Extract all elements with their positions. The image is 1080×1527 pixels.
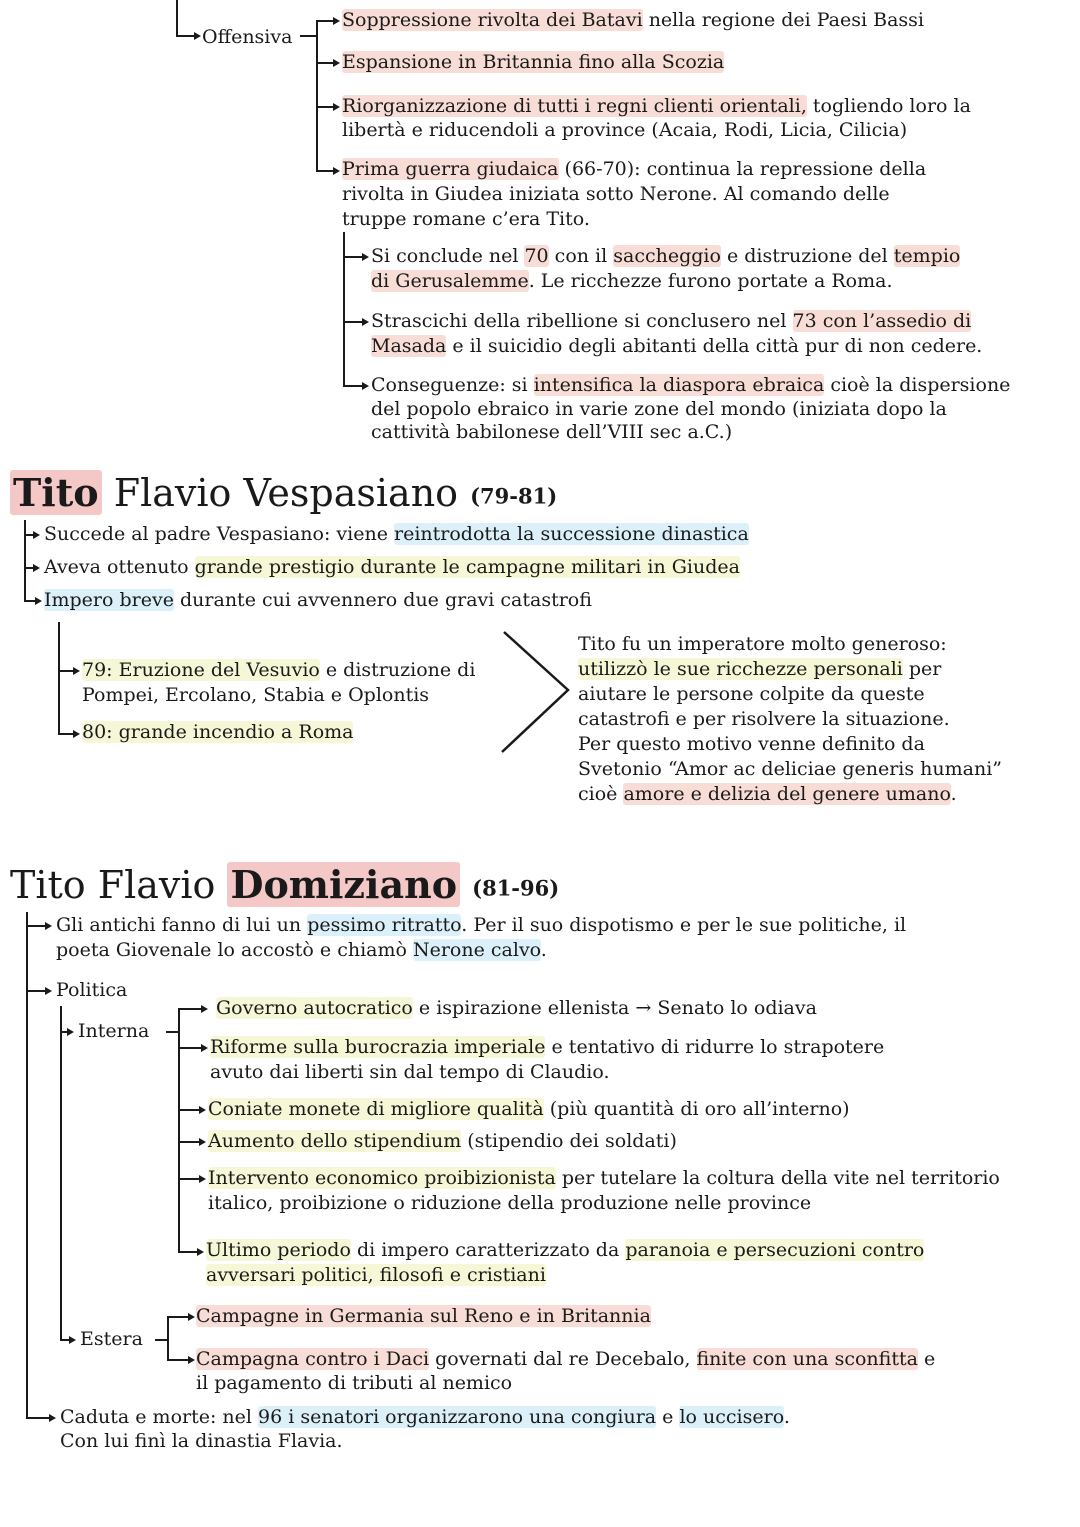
guerra-sub-2: Strascichi della ribellione si conclusero nel 73 con l’assedio di xyxy=(371,310,972,332)
domiziano-intro: Gli antichi fanno di lui un pessimo ritratto. Per il suo dispotismo e per le sue politiche, il xyxy=(56,914,907,936)
guerra-sub-2-l2: Masada e il suicidio degli abitanti della città pur di non cedere. xyxy=(371,335,983,357)
interna-item-4: Aumento dello stipendium (stipendio dei soldati) xyxy=(208,1130,677,1152)
guerra-sub-3: Conseguenze: si intensifica la diaspora ebraica cioè la dispersione xyxy=(371,374,1011,396)
offensiva-item-guerra-l2: rivolta in Giudea iniziata sotto Nerone. Al comando delle xyxy=(342,183,890,205)
tito-title: Tito Flavio Vespasiano (79-81) xyxy=(10,470,557,520)
estera-label: Estera xyxy=(80,1328,143,1350)
tito-right-l1: Tito fu un imperatore molto generoso: xyxy=(578,633,947,655)
estera-item-1: Campagne in Germania sul Reno e in Britannia xyxy=(196,1305,651,1327)
tito-catastrofe-1: 79: Eruzione del Vesuvio e distruzione di xyxy=(82,659,476,681)
interna-item-3: Coniate monete di migliore qualità (più quantità di oro all’interno) xyxy=(208,1098,850,1120)
interna-label: Interna xyxy=(78,1020,150,1042)
offensiva-item-guerra: Prima guerra giudaica (66-70): continua la repressione della xyxy=(342,158,927,180)
tito-bracket-arrow xyxy=(496,628,576,756)
guerra-sub-3-l3: cattività babilonese dell’VIII sec a.C.) xyxy=(371,421,733,443)
guerra-sub-1-l2: di Gerusalemme. Le ricchezze furono portate a Roma. xyxy=(371,270,893,292)
tito-right-l4: catastrofi e per risolvere la situazione. xyxy=(578,708,950,730)
interna-item-5: Intervento economico proibizionista per tutelare la coltura della vite nel territorio xyxy=(208,1167,1000,1189)
tito-right-l6: Svetonio “Amor ac deliciae generis humani” xyxy=(578,758,1003,780)
tito-right-l5: Per questo motivo venne definito da xyxy=(578,733,925,755)
interna-item-6-l2: avversari politici, filosofi e cristiani xyxy=(206,1264,546,1286)
interna-item-5-l2: italico, proibizione o riduzione della produzione nelle province xyxy=(208,1192,812,1214)
tito-right-l7: cioè amore e delizia del genere umano. xyxy=(578,783,957,805)
politica-label: Politica xyxy=(56,979,128,1001)
estera-item-2-l2: il pagamento di tributi al nemico xyxy=(196,1372,513,1394)
tito-bullet-3: Impero breve durante cui avvennero due gravi catastrofi xyxy=(44,589,592,611)
offensiva-item-guerra-l3: truppe romane c’era Tito. xyxy=(342,208,590,230)
interna-item-6: Ultimo periodo di impero caratterizzato da paranoia e persecuzioni contro xyxy=(206,1239,925,1261)
offensiva-item-regni-l2: libertà e riducendoli a province (Acaia, Rodi, Licia, Cilicia) xyxy=(342,119,908,141)
tito-bullet-1: Succede al padre Vespasiano: viene reintrodotta la successione dinastica xyxy=(44,523,749,545)
interna-item-1: Governo autocratico e ispirazione ellenista → Senato lo odiava xyxy=(216,997,817,1019)
tito-right-l3: aiutare le persone colpite da queste xyxy=(578,683,925,705)
interna-item-2-l2: avuto dai liberti sin dal tempo di Claudio. xyxy=(210,1061,610,1083)
offensiva-item-batavi: Soppressione rivolta dei Batavi nella regione dei Paesi Bassi xyxy=(342,9,924,31)
guerra-sub-1: Si conclude nel 70 con il saccheggio e distruzione del tempio xyxy=(371,245,961,267)
offensiva-item-regni: Riorganizzazione di tutti i regni clienti orientali, togliendo loro la xyxy=(342,95,971,117)
interna-item-2: Riforme sulla burocrazia imperiale e tentativo di ridurre lo strapotere xyxy=(210,1036,885,1058)
guerra-sub-3-l2: del popolo ebraico in varie zone del mondo (iniziata dopo la xyxy=(371,398,947,420)
tito-bullet-2: Aveva ottenuto grande prestigio durante le campagne militari in Giudea xyxy=(44,556,740,578)
domiziano-intro-l2: poeta Giovenale lo accostò e chiamò Nerone calvo. xyxy=(56,939,547,961)
domiziano-end-l2: Con lui finì la dinastia Flavia. xyxy=(60,1430,343,1452)
tito-catastrofe-2: 80: grande incendio a Roma xyxy=(82,721,354,743)
domiziano-end: Caduta e morte: nel 96 i senatori organizzarono una congiura e lo uccisero. xyxy=(60,1406,790,1428)
offensiva-label: Offensiva xyxy=(202,26,293,48)
offensiva-item-britannia: Espansione in Britannia fino alla Scozia xyxy=(342,51,725,73)
tito-right-l2: utilizzò le sue ricchezze personali per xyxy=(578,658,942,680)
domiziano-title: Tito Flavio Domiziano (81-96) xyxy=(10,862,560,907)
estera-item-2: Campagna contro i Daci governati dal re Decebalo, finite con una sconfitta e xyxy=(196,1348,936,1370)
tito-catastrofe-1-l2: Pompei, Ercolano, Stabia e Oplontis xyxy=(82,684,430,706)
